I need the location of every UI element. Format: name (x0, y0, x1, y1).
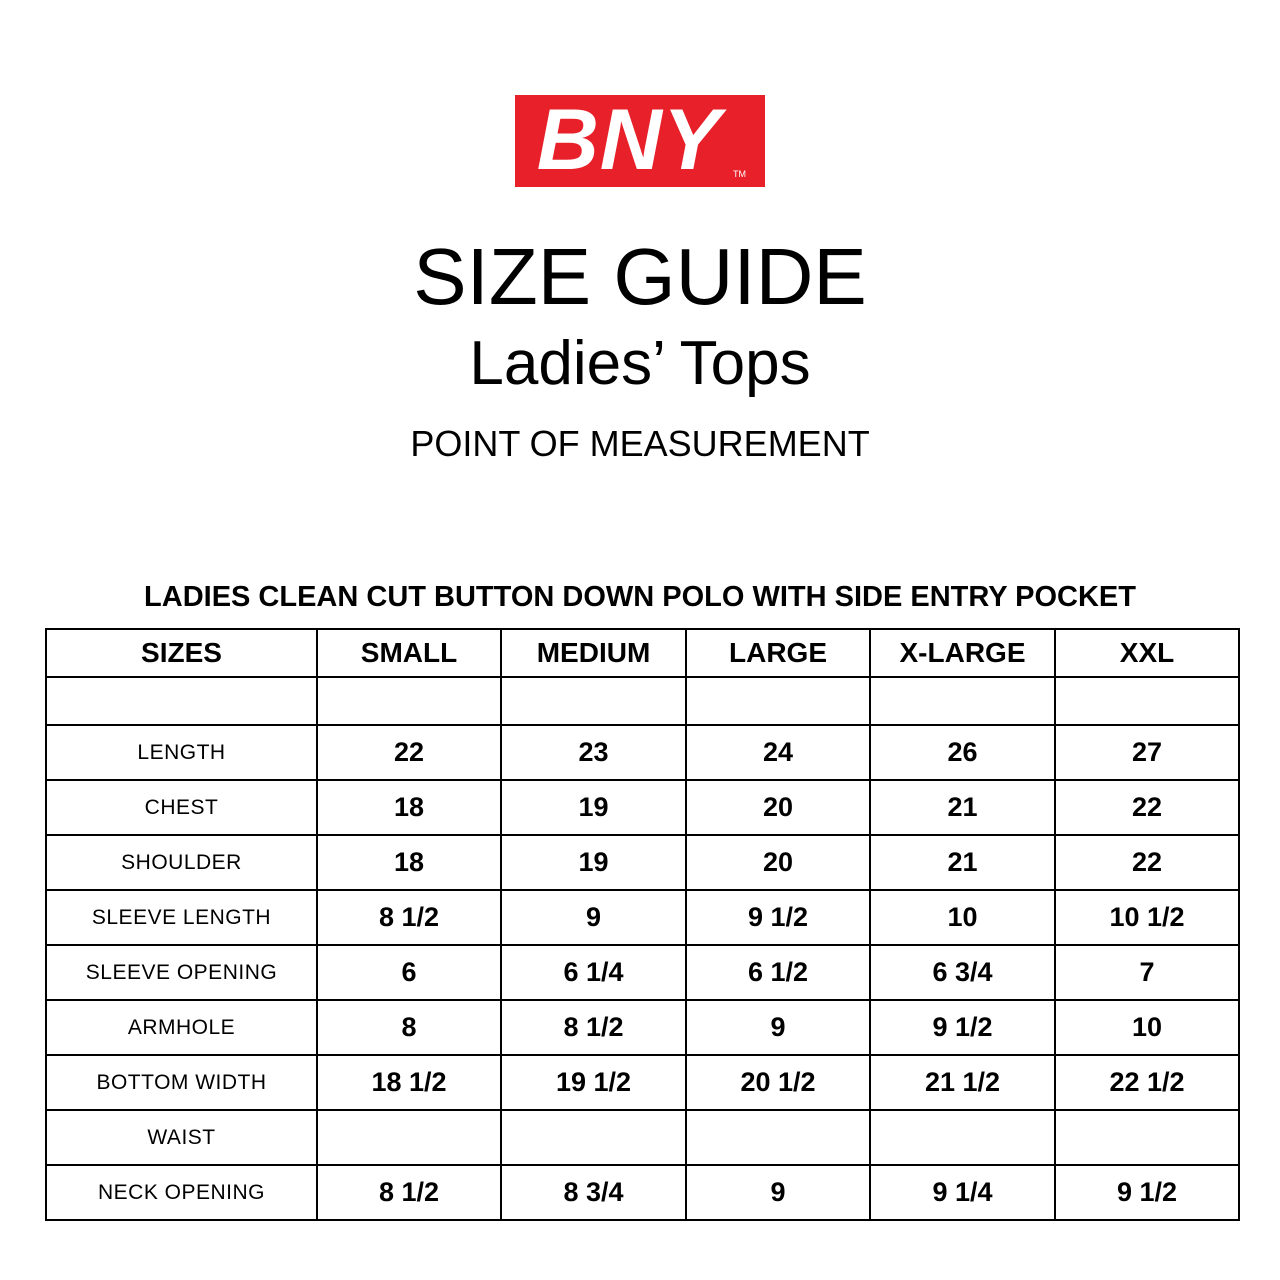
table-cell: 20 (686, 835, 870, 890)
table-cell: 8 3/4 (501, 1165, 686, 1220)
table-cell: 9 (686, 1165, 870, 1220)
header-x-large: X-LARGE (870, 629, 1055, 677)
blank-cell (1055, 677, 1239, 725)
header-medium: MEDIUM (501, 629, 686, 677)
table-row-sleeve-opening (46, 945, 1239, 1000)
table-cell: 22 (1055, 835, 1239, 890)
blank-cell (46, 677, 317, 725)
table-row-shoulder (46, 835, 1239, 890)
table-cell: 24 (686, 725, 870, 780)
table-cell (501, 1110, 686, 1165)
table-cell: 20 (686, 780, 870, 835)
table-cell (686, 1110, 870, 1165)
table-cell: 9 1/2 (870, 1000, 1055, 1055)
row-label: WAIST (46, 1110, 317, 1165)
page-title: SIZE GUIDE (413, 232, 867, 321)
table-row-chest (46, 780, 1239, 835)
header-sizes: SIZES (46, 629, 317, 677)
table-cell: 19 (501, 835, 686, 890)
table-cell: 8 1/2 (317, 1165, 501, 1220)
table-cell: 19 (501, 780, 686, 835)
header-large: LARGE (686, 629, 870, 677)
table-cell: 22 (317, 725, 501, 780)
table-cell: 8 1/2 (501, 1000, 686, 1055)
table-cell: 7 (1055, 945, 1239, 1000)
table-cell: 10 (1055, 1000, 1239, 1055)
row-label: SHOULDER (46, 835, 317, 890)
table-cell: 27 (1055, 725, 1239, 780)
table-cell: 9 (686, 1000, 870, 1055)
table-cell: 9 1/2 (686, 890, 870, 945)
logo-text: BNY (536, 92, 722, 188)
size-table (45, 628, 1240, 1221)
blank-cell (501, 677, 686, 725)
table-cell: 21 (870, 835, 1055, 890)
table-cell: 22 (1055, 780, 1239, 835)
table-row-neck-opening (46, 1165, 1239, 1220)
table-row-armhole (46, 1000, 1239, 1055)
measurement-label: POINT OF MEASUREMENT (410, 423, 870, 464)
table-cell: 18 1/2 (317, 1055, 501, 1110)
table-row-sleeve-length (46, 890, 1239, 945)
table-cell: 6 1/2 (686, 945, 870, 1000)
table-cell: 8 (317, 1000, 501, 1055)
table-title: LADIES CLEAN CUT BUTTON DOWN POLO WITH SIDE ENTRY POCKET (144, 581, 1136, 613)
table-cell: 18 (317, 780, 501, 835)
table-row-waist (46, 1110, 1239, 1165)
table-cell: 9 1/2 (1055, 1165, 1239, 1220)
table-cell: 9 1/4 (870, 1165, 1055, 1220)
table-cell: 21 1/2 (870, 1055, 1055, 1110)
table-cell (1055, 1110, 1239, 1165)
table-cell: 19 1/2 (501, 1055, 686, 1110)
table-cell: 6 3/4 (870, 945, 1055, 1000)
row-label: BOTTOM WIDTH (46, 1055, 317, 1110)
row-label: SLEEVE LENGTH (46, 890, 317, 945)
blank-row (46, 677, 1239, 725)
table-cell: 21 (870, 780, 1055, 835)
table-cell: 20 1/2 (686, 1055, 870, 1110)
table-row-length (46, 725, 1239, 780)
header-small: SMALL (317, 629, 501, 677)
row-label: LENGTH (46, 725, 317, 780)
table-cell: 10 1/2 (1055, 890, 1239, 945)
table-cell: 22 1/2 (1055, 1055, 1239, 1110)
table-cell: 6 1/4 (501, 945, 686, 1000)
row-label: CHEST (46, 780, 317, 835)
row-label: NECK OPENING (46, 1165, 317, 1220)
row-label: ARMHOLE (46, 1000, 317, 1055)
row-label: SLEEVE OPENING (46, 945, 317, 1000)
header-xxl: XXL (1055, 629, 1239, 677)
page-subtitle: Ladies’ Tops (469, 329, 811, 398)
blank-cell (870, 677, 1055, 725)
table-cell: 18 (317, 835, 501, 890)
logo-trademark: TM (733, 169, 746, 179)
table-cell: 8 1/2 (317, 890, 501, 945)
table-cell: 26 (870, 725, 1055, 780)
table-cell: 9 (501, 890, 686, 945)
brand-logo (515, 92, 765, 188)
table-cell (317, 1110, 501, 1165)
blank-cell (317, 677, 501, 725)
table-cell: 6 (317, 945, 501, 1000)
blank-cell (686, 677, 870, 725)
header-row (46, 629, 1239, 677)
table-row-bottom-width (46, 1055, 1239, 1110)
table-cell (870, 1110, 1055, 1165)
table-cell: 23 (501, 725, 686, 780)
table-cell: 10 (870, 890, 1055, 945)
